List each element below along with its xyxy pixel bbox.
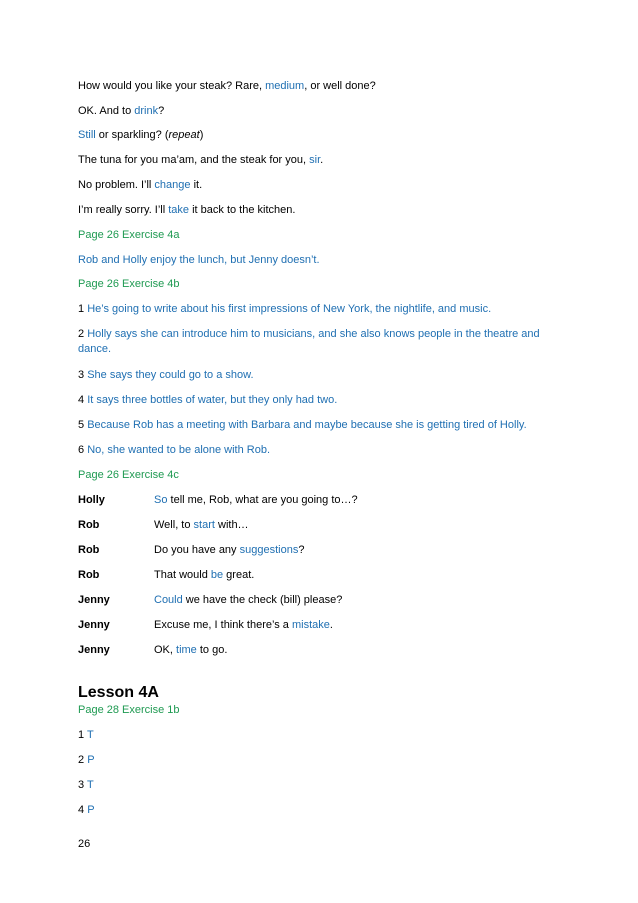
key-word: Could xyxy=(154,594,183,606)
item-number: 2 xyxy=(78,328,88,340)
dialogue-line xyxy=(154,543,304,558)
item-number: 4 xyxy=(78,804,88,816)
text: No problem. I’ll xyxy=(78,179,155,191)
text: . xyxy=(329,619,333,631)
list-item xyxy=(78,443,270,458)
text-line xyxy=(78,79,376,94)
text: The tuna for you ma’am, and the steak for you, xyxy=(78,154,310,166)
text: How would you like your steak? Rare, xyxy=(78,80,266,92)
text: we have the check (bill) please? xyxy=(182,594,343,606)
text: to go. xyxy=(196,644,228,656)
key-word: drink xyxy=(134,105,159,117)
item-answer: P xyxy=(87,754,95,766)
text: tell me, Rob, what are you going to…? xyxy=(167,494,358,506)
item-number: 4 xyxy=(78,394,88,406)
text: ? xyxy=(158,105,165,117)
item-number: 3 xyxy=(78,369,88,381)
text: Excuse me, I think there’s a xyxy=(154,619,292,631)
text: I’m really sorry. I’ll xyxy=(78,204,169,216)
list-item xyxy=(78,778,94,793)
key-word: sir xyxy=(309,154,321,166)
key-word: suggestions xyxy=(239,544,299,556)
text: Do you have any xyxy=(154,544,240,556)
dialogue-line xyxy=(154,568,254,583)
item-text: No, she wanted to be alone with Rob. xyxy=(87,444,271,456)
text: great. xyxy=(223,569,255,581)
item-text: She says they could go to a show. xyxy=(87,369,254,381)
italic-text: repeat xyxy=(168,129,200,141)
text: OK, xyxy=(154,644,177,656)
list-item xyxy=(78,393,337,408)
text: That would xyxy=(154,569,211,581)
item-text: It says three bottles of water, but they only had two. xyxy=(87,394,338,406)
item-answer: P xyxy=(87,804,95,816)
item-number: 3 xyxy=(78,779,87,791)
dialogue-line xyxy=(154,518,249,533)
item-number: 6 xyxy=(78,444,88,456)
text-line xyxy=(78,153,323,168)
list-item xyxy=(78,302,491,317)
item-answer: T xyxy=(86,729,94,741)
key-word: be xyxy=(210,569,224,581)
item-text: He’s going to write about his first impressions of New York, the nightlife, and music. xyxy=(87,303,492,315)
speaker-name: Jenny xyxy=(78,619,110,631)
key-word: mistake xyxy=(291,619,330,631)
key-word: Still xyxy=(78,129,96,141)
dialogue-line xyxy=(154,493,358,508)
item-text: Because Rob has a meeting with Barbara and maybe because she is getting tired of Holly. xyxy=(87,419,527,431)
text-line xyxy=(78,178,202,193)
item-text: Holly says she can introduce him to musicians, and she also knows people in the theatre and dance. xyxy=(78,328,540,355)
text: it back to the kitchen. xyxy=(189,204,296,216)
item-answer: T xyxy=(86,779,94,791)
key-word: change xyxy=(154,179,191,191)
list-item xyxy=(78,803,95,818)
key-word: medium xyxy=(265,80,305,92)
key-word: take xyxy=(168,204,190,216)
speaker-name: Rob xyxy=(78,569,100,581)
dialogue-line xyxy=(154,618,333,633)
text: OK. And to xyxy=(78,105,135,117)
item-number: 1 xyxy=(78,303,88,315)
list-item xyxy=(78,753,95,768)
list-item xyxy=(78,327,548,357)
section-heading: Page 28 Exercise 1b xyxy=(78,704,180,716)
text: or sparkling? ( xyxy=(95,129,169,141)
item-number: 5 xyxy=(78,419,88,431)
list-item xyxy=(78,418,527,433)
item-number: 1 xyxy=(78,729,87,741)
speaker-name: Jenny xyxy=(78,594,110,606)
text-line xyxy=(78,104,164,119)
key-word: So xyxy=(154,494,168,506)
text: it. xyxy=(190,179,203,191)
section-heading: Page 26 Exercise 4c xyxy=(78,469,179,481)
answer-text: Rob and Holly enjoy the lunch, but Jenny doesn’t. xyxy=(78,254,320,266)
text-line xyxy=(78,128,203,143)
speaker-name: Jenny xyxy=(78,644,110,656)
text: ) xyxy=(199,129,204,141)
speaker-name: Rob xyxy=(78,544,100,556)
section-heading: Page 26 Exercise 4a xyxy=(78,229,180,241)
text: with… xyxy=(214,519,249,531)
lesson-title: Lesson 4A xyxy=(78,684,159,701)
text-line xyxy=(78,203,295,218)
text: ? xyxy=(298,544,305,556)
text: , or well done? xyxy=(304,80,376,92)
key-word: time xyxy=(176,644,197,656)
text: . xyxy=(320,154,324,166)
speaker-name: Holly xyxy=(78,494,105,506)
item-number: 2 xyxy=(78,754,88,766)
section-heading: Page 26 Exercise 4b xyxy=(78,278,180,290)
list-item xyxy=(78,368,254,383)
speaker-name: Rob xyxy=(78,519,100,531)
dialogue-line xyxy=(154,593,342,608)
list-item xyxy=(78,728,94,743)
dialogue-line xyxy=(154,643,227,658)
text: Well, to xyxy=(154,519,194,531)
key-word: start xyxy=(193,519,215,531)
page-number: 26 xyxy=(78,838,91,850)
